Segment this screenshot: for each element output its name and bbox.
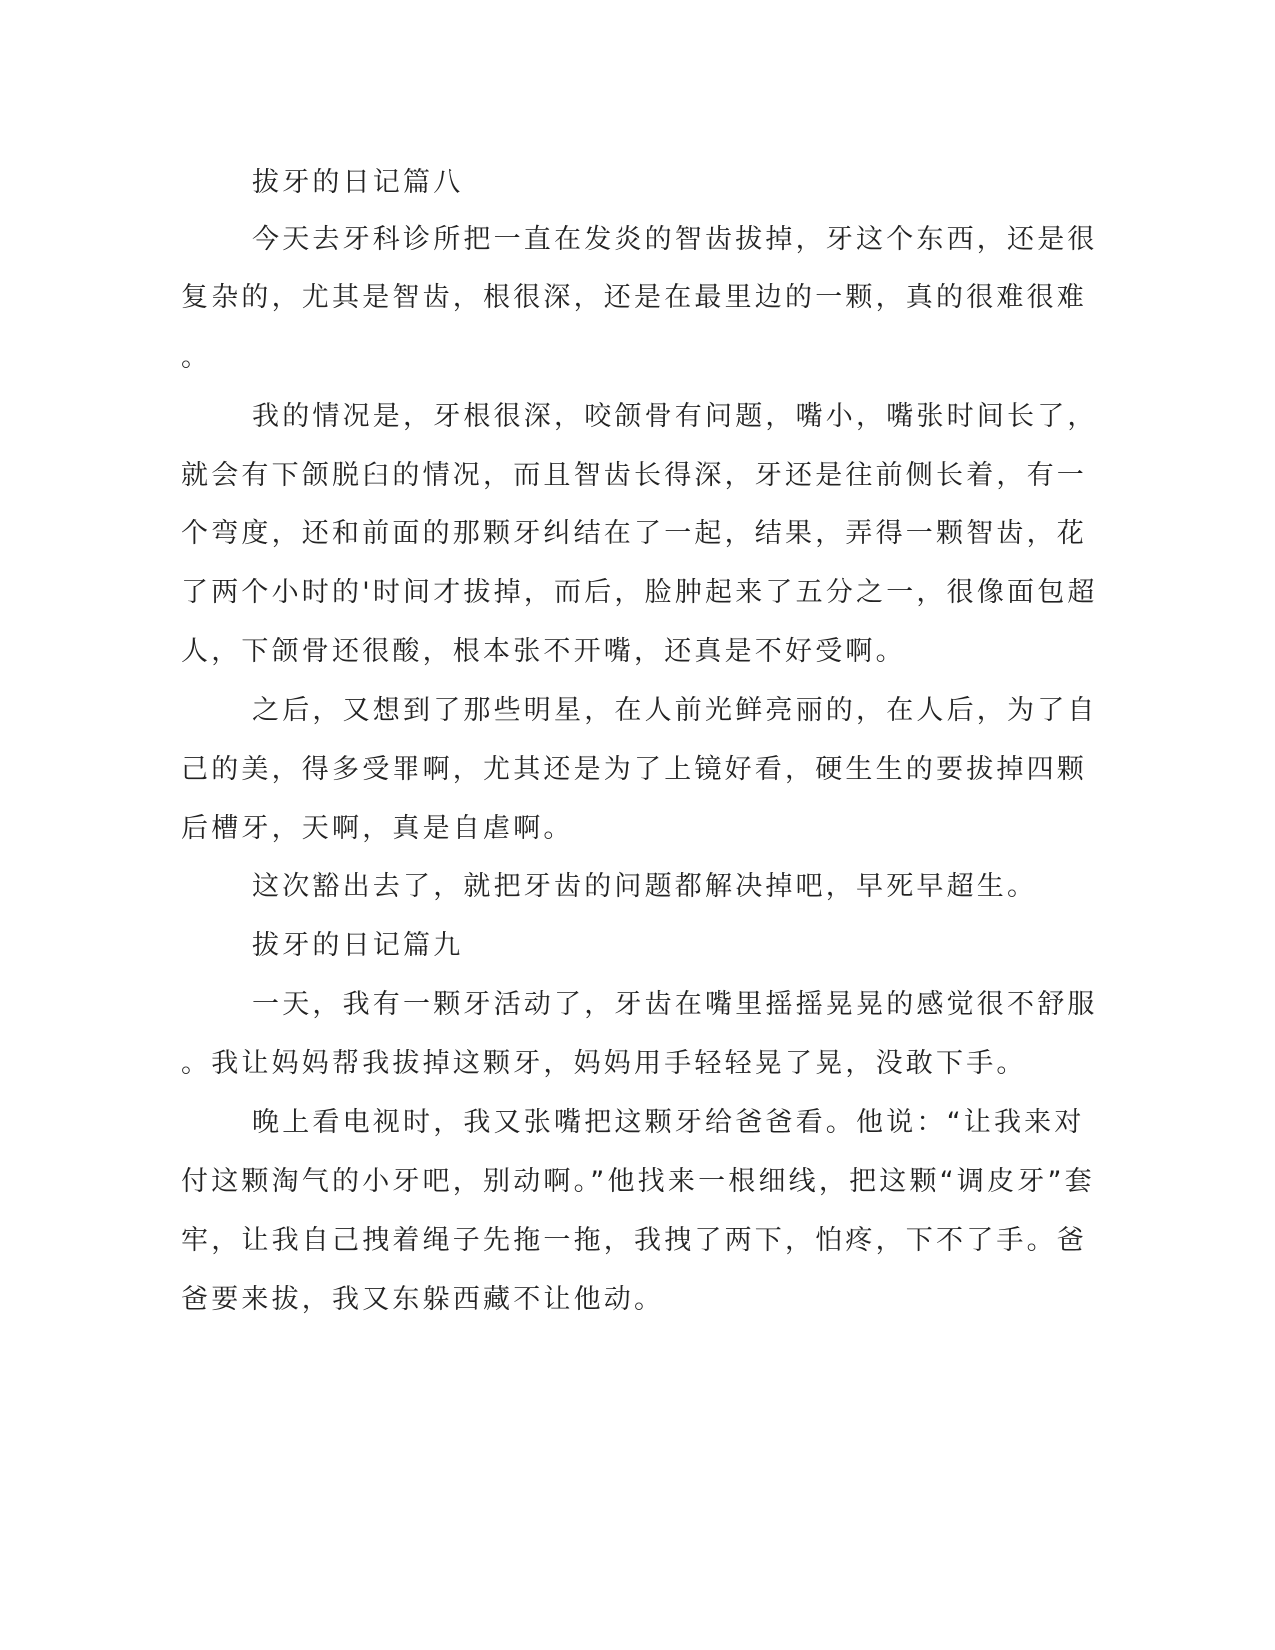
paragraph-line: 牢，让我自己拽着绳子先拖一拖，我拽了两下，怕疼，下不了手。爸 — [181, 1225, 1087, 1256]
paragraph-line: 个弯度，还和前面的那颗牙纠结在了一起，结果，弄得一颗智齿，花 — [181, 518, 1087, 549]
paragraph-line: 就会有下颌脱臼的情况，而且智齿长得深，牙还是往前侧长着，有一 — [181, 460, 1087, 491]
paragraph-line: 后槽牙，天啊，真是自虐啊。 — [181, 813, 574, 844]
paragraph-line: 晚上看电视时，我又张嘴把这颗牙给爸爸看。他说：“让我来对 — [252, 1107, 1085, 1138]
paragraph-line: 我的情况是，牙根很深，咬颌骨有问题，嘴小，嘴张时间长了， — [252, 401, 1098, 432]
paragraph-line: 复杂的，尤其是智齿，根很深，还是在最里边的一颗，真的很难很难 — [181, 282, 1087, 313]
paragraph-line: 爸要来拔，我又东躲西藏不让他动。 — [181, 1284, 665, 1315]
paragraph-line: 人，下颌骨还很酸，根本张不开嘴，还真是不好受啊。 — [181, 636, 906, 667]
paragraph-line: 。 — [181, 342, 212, 373]
paragraph-line: 。我让妈妈帮我拔掉这颗牙，妈妈用手轻轻晃了晃，没敢下手。 — [181, 1048, 1027, 1079]
paragraph-line: 之后，又想到了那些明星，在人前光鲜亮丽的，在人后，为了自 — [252, 695, 1098, 726]
paragraph-line: 这次豁出去了，就把牙齿的问题都解决掉吧，早死早超生。 — [252, 871, 1038, 902]
paragraph-line: 了两个小时的'时间才拔掉，而后，脸肿起来了五分之一，很像面包超 — [181, 577, 1098, 608]
paragraph-line: 付这颗淘气的小牙吧，别动啊。”他找来一根细线，把这颗“调皮牙”套 — [181, 1166, 1095, 1197]
paragraph-line: 己的美，得多受罪啊，尤其还是为了上镜好看，硬生生的要拔掉四颗 — [181, 754, 1087, 785]
paragraph-line: 今天去牙科诊所把一直在发炎的智齿拔掉，牙这个东西，还是很 — [252, 224, 1098, 255]
heading-diary-9: 拔牙的日记篇九 — [252, 930, 464, 961]
heading-diary-8: 拔牙的日记篇八 — [252, 167, 464, 198]
paragraph-line: 一天，我有一颗牙活动了，牙齿在嘴里摇摇晃晃的感觉很不舒服 — [252, 989, 1098, 1020]
